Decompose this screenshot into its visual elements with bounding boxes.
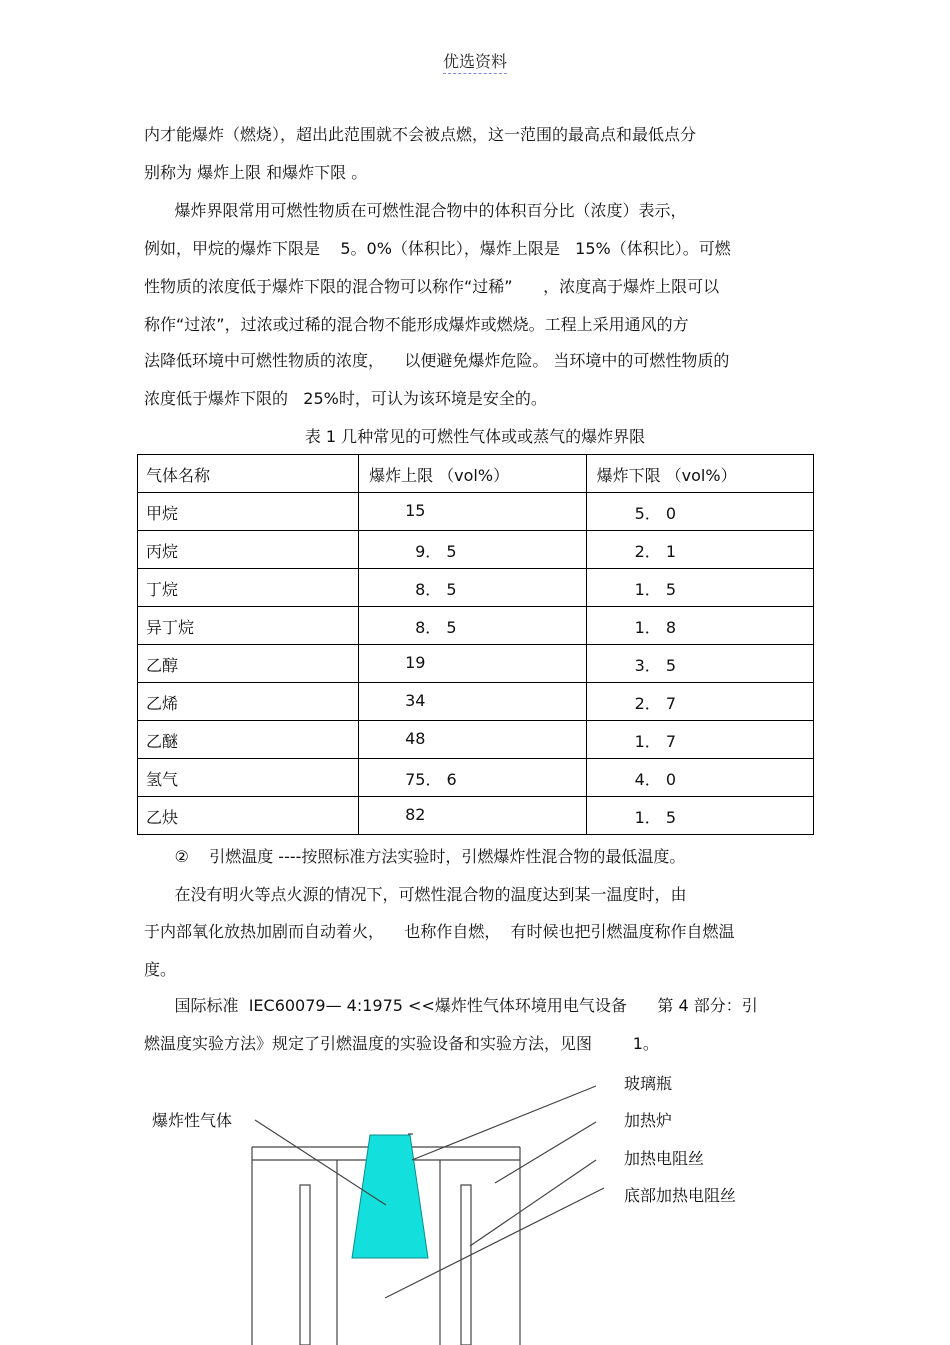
paragraph-line: 别称为 爆炸上限 和爆炸下限 。 [144, 163, 368, 182]
table-cell: 2． 7 [586, 683, 813, 721]
paragraph-line: 例如，甲烷的爆炸下限是 5。0%（体积比），爆炸上限是 15%（体积比）。可燃 [144, 239, 731, 258]
paragraph-line: 内才能爆炸（燃烧），超出此范围就不会被点燃，这一范围的最高点和最低点分 [144, 125, 697, 144]
table-cell: 75． 6 [359, 759, 587, 797]
table-cell: 乙醇 [138, 645, 359, 683]
paragraph-line: 在没有明火等点火源的情况下，可燃性混合物的温度达到某一温度时，由 [144, 885, 687, 904]
table-row [138, 531, 814, 569]
table-cell: 1． 5 [586, 569, 813, 607]
table-cell: 乙醚 [138, 721, 359, 759]
table-header-cell: 气体名称 [138, 455, 359, 493]
paragraph-line: 于内部氧化放热加剧而自动着火， 也称作自燃， 有时候也把引燃温度称作自燃温 [144, 922, 735, 941]
table-cell: 3． 5 [586, 645, 813, 683]
table-row [138, 569, 814, 607]
table-cell: 82 [359, 797, 587, 835]
table-cell: 乙炔 [138, 797, 359, 835]
table-cell: 氢气 [138, 759, 359, 797]
leader-bottle [412, 1086, 596, 1160]
paragraph-line: 性物质的浓度低于爆炸下限的混合物可以称作“过稀” ，浓度高于爆炸上限可以 [144, 277, 720, 296]
label-heating-furnace: 加热炉 [624, 1111, 673, 1130]
table-cell: 异丁烷 [138, 607, 359, 645]
paragraph-line: 度。 [144, 960, 177, 979]
table-cell: 48 [359, 721, 587, 759]
heating-post-left [300, 1185, 310, 1345]
page-header [0, 49, 950, 72]
table-header-cell: 爆炸下限 （vol%） [586, 455, 813, 493]
paragraph-line: 国际标准 IEC60079— 4:1975 <<爆炸性气体环境用电气设备 第 4 部分：引 [144, 996, 758, 1015]
table-cell: 15 [359, 493, 587, 531]
paragraph-line: 爆炸界限常用可燃性物质在可燃性混合物中的体积百分比（浓度）表示， [144, 201, 687, 220]
table-cell: 丁烷 [138, 569, 359, 607]
paragraph-line: ② 引燃温度 ----按照标准方法实验时，引燃爆炸性混合物的最低温度。 [144, 847, 686, 866]
label-glass-bottle: 玻璃瓶 [624, 1074, 673, 1093]
table-cell: 丙烷 [138, 531, 359, 569]
leader-wire [470, 1160, 596, 1246]
table-cell: 8． 5 [359, 607, 587, 645]
table-cell: 1． 7 [586, 721, 813, 759]
table-cell: 8． 5 [359, 569, 587, 607]
paragraph-line: 称作“过浓”，过浓或过稀的混合物不能形成爆炸或燃烧。工程上采用通风的方 [144, 315, 689, 334]
table-row [138, 645, 814, 683]
table-row [138, 607, 814, 645]
table-cell: 34 [359, 683, 587, 721]
table-cell: 乙烯 [138, 683, 359, 721]
table-header-row [138, 455, 814, 493]
paragraph-line: 法降低环境中可燃性物质的浓度， 以便避免爆炸危险。 当环境中的可燃性物质的 [144, 351, 730, 370]
header-title: 优选资料 [443, 52, 507, 74]
table-row [138, 683, 814, 721]
label-heating-wire: 加热电阻丝 [624, 1149, 705, 1168]
heating-post-right [461, 1185, 471, 1345]
table-cell: 甲烷 [138, 493, 359, 531]
label-bottom-heating-wire: 底部加热电阻丝 [624, 1186, 737, 1205]
table-cell: 1． 8 [586, 607, 813, 645]
paragraph-line: 燃温度实验方法》规定了引燃温度的实验设备和实验方法，见图 1。 [144, 1034, 659, 1053]
label-explosive-gas: 爆炸性气体 [152, 1111, 233, 1130]
glass-bottle-shape [352, 1135, 428, 1258]
table-row [138, 493, 814, 531]
apparatus-diagram [0, 1060, 950, 1345]
table-cell: 19 [359, 645, 587, 683]
paragraph-line: 浓度低于爆炸下限的 25%时，可认为该环境是安全的。 [144, 389, 547, 408]
table-row [138, 721, 814, 759]
table-row [138, 759, 814, 797]
table-cell: 5． 0 [586, 493, 813, 531]
table-caption: 表 1 几种常见的可燃性气体或或蒸气的爆炸界限 [304, 427, 646, 446]
table-cell: 9． 5 [359, 531, 587, 569]
table-cell: 1． 5 [586, 797, 813, 835]
leader-furnace [495, 1122, 596, 1183]
table-row [138, 797, 814, 835]
explosion-limits-table [137, 454, 814, 835]
table-cell: 4． 0 [586, 759, 813, 797]
table-header-cell: 爆炸上限 （vol%） [359, 455, 587, 493]
table-cell: 2． 1 [586, 531, 813, 569]
